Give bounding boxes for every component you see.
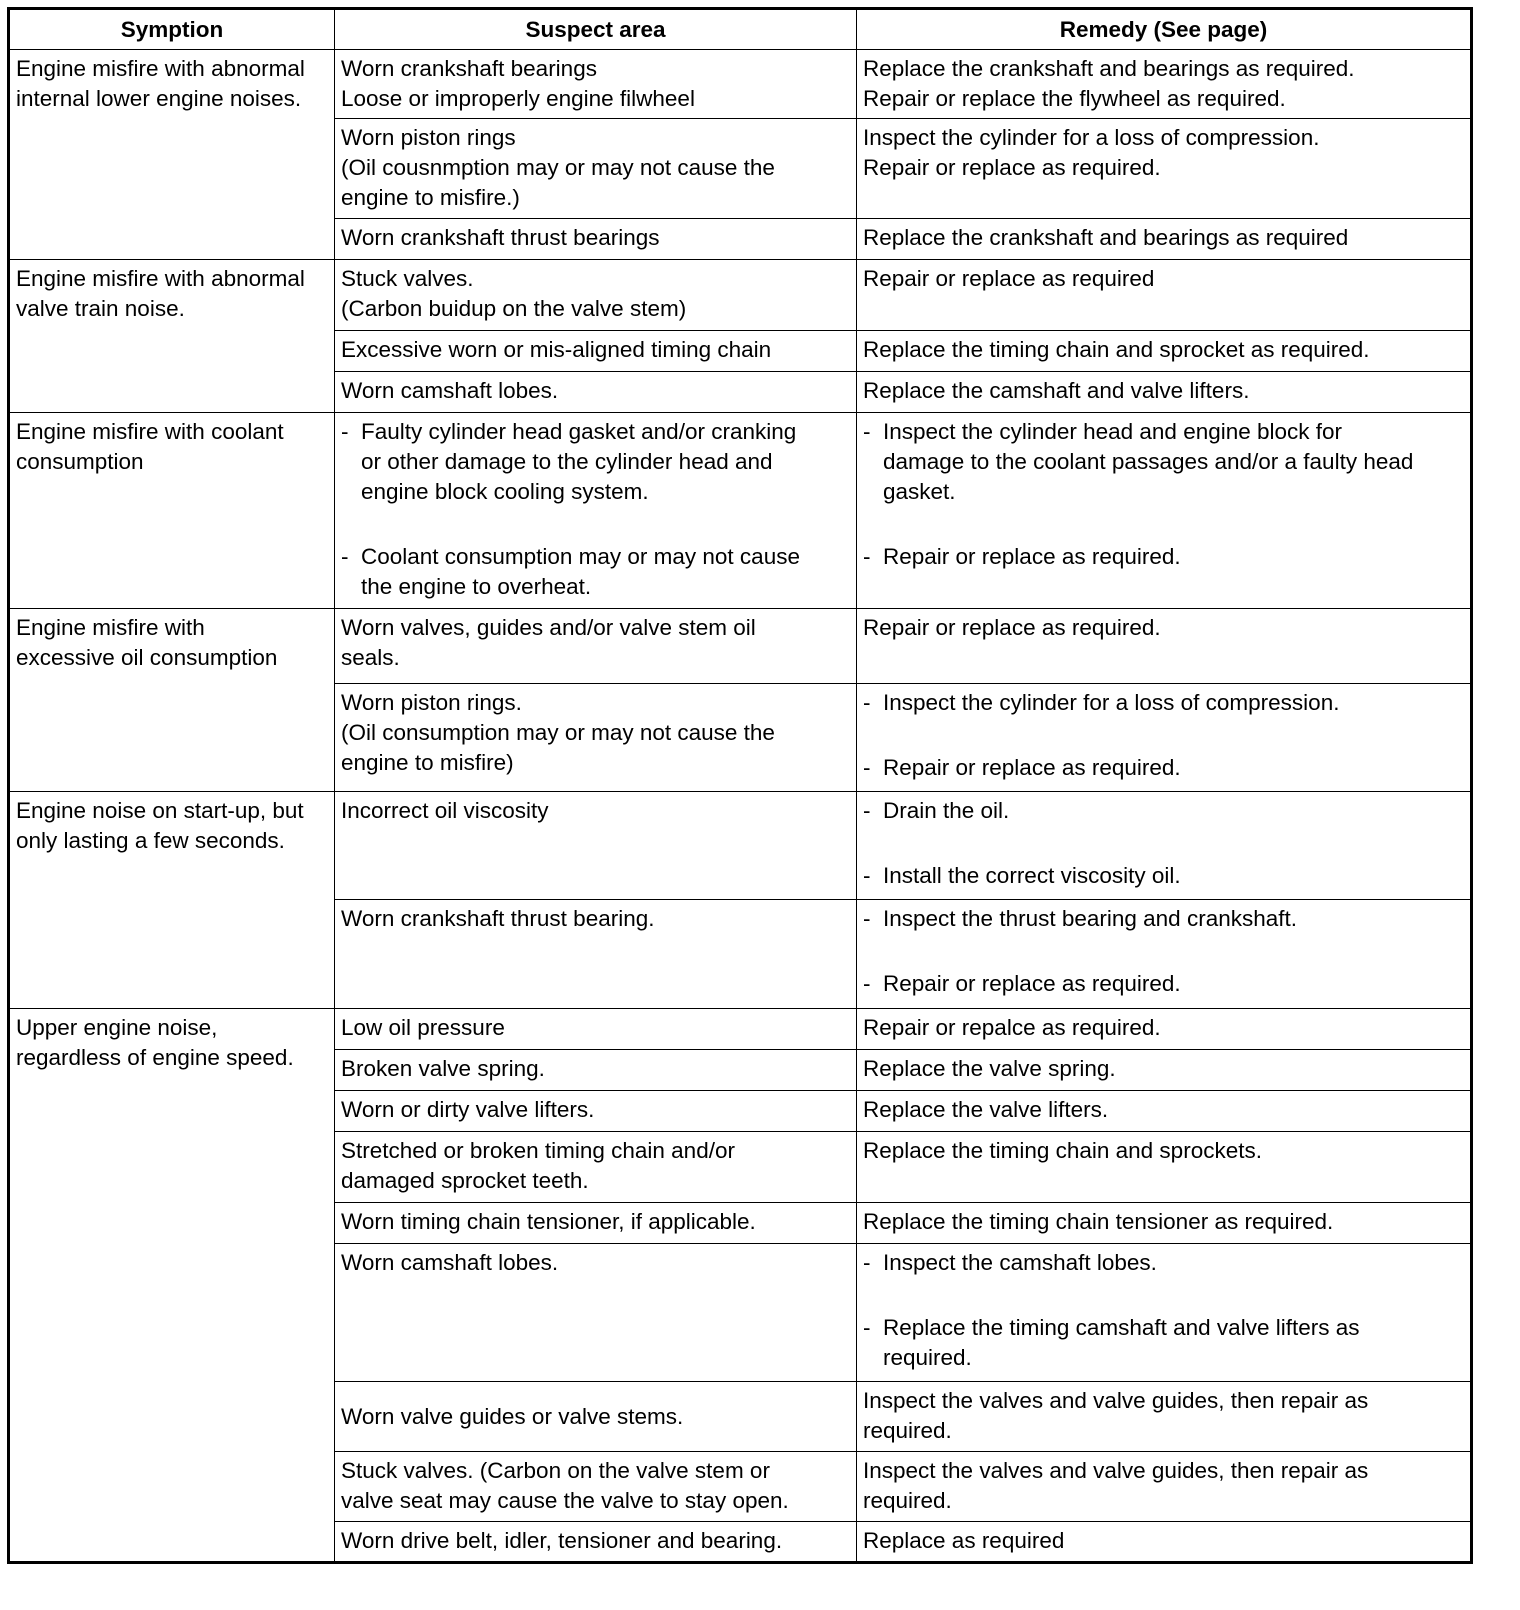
- cell-text-line: Worn camshaft lobes.: [341, 378, 559, 403]
- cell-text-line: Engine misfire with abnormal: [16, 56, 305, 81]
- bullet-spacer: [863, 826, 1464, 861]
- suspect-area-cell: [335, 1522, 857, 1563]
- bullet-item: [863, 542, 1464, 572]
- bullet-dash: -: [863, 419, 871, 444]
- cell-text-line: Inspect the valves and valve guides, then repair as: [863, 1388, 1369, 1413]
- suspect-area-cell: [335, 1452, 857, 1522]
- cell-text-line: engine block cooling system.: [361, 479, 649, 504]
- cell-text-line: Replace the timing chain tensioner as required.: [863, 1209, 1334, 1234]
- cell-text-line: Inspect the cylinder head and engine block for: [883, 419, 1343, 444]
- cell-text-line: Inspect the cylinder for a loss of compression.: [863, 125, 1320, 150]
- suspect-area-cell: [335, 260, 857, 331]
- suspect-area-cell: [335, 1244, 857, 1382]
- cell-text-line: engine to misfire.): [341, 185, 520, 210]
- table-row: [9, 413, 1472, 609]
- header-suspect-area: Suspect area: [335, 9, 857, 50]
- cell-text-line: Worn crankshaft thrust bearings: [341, 225, 660, 250]
- table-row: [9, 260, 1472, 331]
- remedy-cell: [857, 372, 1472, 413]
- remedy-cell: [857, 1244, 1472, 1382]
- cell-text-line: Upper engine noise,: [16, 1015, 218, 1040]
- remedy-cell: [857, 1050, 1472, 1091]
- cell-text-line: the engine to overheat.: [361, 574, 592, 599]
- bullet-item: [863, 417, 1464, 507]
- cell-text-line: Repair or replace as required.: [863, 155, 1161, 180]
- suspect-area-cell: [335, 684, 857, 792]
- remedy-cell: [857, 1452, 1472, 1522]
- remedy-cell: [857, 119, 1472, 219]
- cell-text-line: Engine misfire with: [16, 615, 205, 640]
- bullet-text: [883, 796, 1464, 826]
- cell-text-line: engine to misfire): [341, 750, 514, 775]
- bullet-item: [863, 753, 1464, 783]
- cell-text-line: Repair or replace as required.: [883, 971, 1181, 996]
- cell-text-line: Worn crankshaft thrust bearing.: [341, 906, 655, 931]
- bullet-dash: -: [863, 1250, 871, 1275]
- bullet-spacer: [863, 934, 1464, 969]
- cell-text-line: Repair or repalce as required.: [863, 1015, 1161, 1040]
- cell-text-line: Repair or replace as required: [863, 266, 1155, 291]
- remedy-cell: [857, 1132, 1472, 1203]
- bullet-text: [883, 1248, 1464, 1278]
- header-remedy: Remedy (See page): [857, 9, 1472, 50]
- suspect-area-cell: [335, 331, 857, 372]
- table-row: [9, 1009, 1472, 1050]
- remedy-cell: [857, 684, 1472, 792]
- cell-text-line: gasket.: [883, 479, 956, 504]
- remedy-cell: [857, 609, 1472, 684]
- bullet-dash: -: [863, 1315, 871, 1340]
- cell-text-line: Replace the timing chain and sprockets.: [863, 1138, 1262, 1163]
- cell-text-line: Worn valve guides or valve stems.: [341, 1403, 684, 1429]
- bullet-item: [863, 796, 1464, 826]
- cell-text-line: required.: [883, 1345, 972, 1370]
- cell-text-line: damage to the coolant passages and/or a faulty head: [883, 449, 1414, 474]
- cell-text-line: Loose or improperly engine filwheel: [341, 86, 695, 111]
- cell-text-line: Stuck valves.: [341, 266, 474, 291]
- cell-text-line: Install the correct viscosity oil.: [883, 863, 1181, 888]
- cell-text-line: consumption: [16, 449, 144, 474]
- bullet-dash: -: [341, 419, 349, 444]
- bullet-spacer: [341, 507, 850, 542]
- symptom-cell: [9, 1009, 335, 1563]
- bullet-text: [361, 417, 850, 507]
- bullet-item: [863, 1313, 1464, 1373]
- suspect-area-cell: [335, 50, 857, 119]
- remedy-cell: [857, 1203, 1472, 1244]
- remedy-cell: [857, 792, 1472, 900]
- cell-text-line: only lasting a few seconds.: [16, 828, 285, 853]
- cell-text-line: Worn or dirty valve lifters.: [341, 1097, 595, 1122]
- suspect-area-cell: [335, 609, 857, 684]
- cell-text-line: regardless of engine speed.: [16, 1045, 294, 1070]
- suspect-area-cell: [335, 900, 857, 1009]
- cell-text-line: damaged sprocket teeth.: [341, 1168, 589, 1193]
- bullet-item: [863, 688, 1464, 718]
- suspect-area-cell: [335, 1203, 857, 1244]
- cell-text-line: Inspect the thrust bearing and crankshaft.: [883, 906, 1297, 931]
- cell-text-line: Replace the valve spring.: [863, 1056, 1116, 1081]
- cell-text-line: valve train noise.: [16, 296, 185, 321]
- cell-text-line: seals.: [341, 645, 400, 670]
- bullet-spacer: [863, 718, 1464, 753]
- suspect-area-cell: [335, 1009, 857, 1050]
- cell-text-line: Worn piston rings.: [341, 690, 522, 715]
- table-row: [9, 609, 1472, 684]
- cell-text-line: internal lower engine noises.: [16, 86, 302, 111]
- cell-text-line: Worn valves, guides and/or valve stem oil: [341, 615, 756, 640]
- remedy-cell: [857, 413, 1472, 609]
- header-row: [9, 9, 1472, 50]
- bullet-dash: -: [863, 863, 871, 888]
- cell-text-line: Inspect the camshaft lobes.: [883, 1250, 1157, 1275]
- bullet-dash: -: [863, 544, 871, 569]
- cell-text-line: Repair or replace as required.: [883, 755, 1181, 780]
- bullet-text: [883, 688, 1464, 718]
- cell-text-line: (Carbon buidup on the valve stem): [341, 296, 687, 321]
- troubleshooting-table: [7, 7, 1473, 1564]
- cell-text-line: Stuck valves. (Carbon on the valve stem or: [341, 1458, 770, 1483]
- table-body: [9, 50, 1472, 1563]
- remedy-cell: [857, 1091, 1472, 1132]
- cell-text-line: Replace the valve lifters.: [863, 1097, 1109, 1122]
- cell-text-line: Worn drive belt, idler, tensioner and bearing.: [341, 1528, 783, 1553]
- bullet-dash: -: [863, 906, 871, 931]
- bullet-text: [883, 542, 1464, 572]
- bullet-dash: -: [341, 544, 349, 569]
- cell-text-line: Engine misfire with abnormal: [16, 266, 305, 291]
- bullet-text: [883, 1313, 1464, 1373]
- cell-text-line: excessive oil consumption: [16, 645, 278, 670]
- cell-text-line: Coolant consumption may or may not cause: [361, 544, 800, 569]
- bullet-item: [863, 861, 1464, 891]
- remedy-cell: [857, 1382, 1472, 1452]
- bullet-dash: -: [863, 971, 871, 996]
- bullet-dash: -: [863, 798, 871, 823]
- cell-text-line: Faulty cylinder head gasket and/or cranking: [361, 419, 797, 444]
- cell-text-line: Repair or replace the flywheel as required.: [863, 86, 1286, 111]
- cell-text-line: Stretched or broken timing chain and/or: [341, 1138, 735, 1163]
- symptom-cell: [9, 609, 335, 792]
- cell-text-line: Worn crankshaft bearings: [341, 56, 597, 81]
- cell-text-line: (Oil cousnmption may or may not cause the: [341, 155, 775, 180]
- cell-text-line: Repair or replace as required.: [863, 615, 1161, 640]
- cell-text-line: Drain the oil.: [883, 798, 1010, 823]
- cell-text-line: Inspect the valves and valve guides, then repair as: [863, 1458, 1369, 1483]
- suspect-area-cell: [335, 372, 857, 413]
- cell-text-line: Worn piston rings: [341, 125, 516, 150]
- bullet-item: [341, 417, 850, 507]
- bullet-dash: -: [863, 755, 871, 780]
- bullet-dash: -: [863, 690, 871, 715]
- bullet-item: [863, 904, 1464, 934]
- bullet-item: [341, 542, 850, 602]
- cell-text-line: required.: [863, 1418, 952, 1443]
- bullet-text: [883, 753, 1464, 783]
- suspect-area-cell: [335, 792, 857, 900]
- bullet-text: [361, 542, 850, 602]
- remedy-cell: [857, 900, 1472, 1009]
- suspect-area-cell: [335, 1132, 857, 1203]
- remedy-cell: [857, 50, 1472, 119]
- cell-text-line: Broken valve spring.: [341, 1056, 545, 1081]
- cell-text-line: (Oil consumption may or may not cause the: [341, 720, 775, 745]
- cell-text-line: Engine noise on start-up, but: [16, 798, 304, 823]
- remedy-cell: [857, 219, 1472, 260]
- cell-text-line: Replace the crankshaft and bearings as required.: [863, 56, 1355, 81]
- suspect-area-cell: [335, 119, 857, 219]
- bullet-text: [883, 904, 1464, 934]
- table-row: [9, 792, 1472, 900]
- cell-text-line: Replace the timing chain and sprocket as required.: [863, 337, 1370, 362]
- bullet-text: [883, 417, 1464, 507]
- table-row: [9, 50, 1472, 119]
- bullet-text: [883, 969, 1464, 999]
- cell-text-line: Low oil pressure: [341, 1015, 505, 1040]
- symptom-cell: [9, 413, 335, 609]
- suspect-area-cell: [335, 1091, 857, 1132]
- suspect-area-cell: [335, 1382, 857, 1452]
- cell-text-line: Repair or replace as required.: [883, 544, 1181, 569]
- bullet-item: [863, 969, 1464, 999]
- remedy-cell: [857, 1009, 1472, 1050]
- cell-text-line: Incorrect oil viscosity: [341, 798, 549, 823]
- suspect-area-cell: [335, 219, 857, 260]
- bullet-item: [863, 1248, 1464, 1278]
- suspect-area-cell: [335, 413, 857, 609]
- symptom-cell: [9, 50, 335, 260]
- symptom-cell: [9, 260, 335, 413]
- cell-text-line: Replace as required: [863, 1528, 1065, 1553]
- cell-text-line: Engine misfire with coolant: [16, 419, 284, 444]
- bullet-text: [883, 861, 1464, 891]
- cell-text-line: valve seat may cause the valve to stay open.: [341, 1488, 789, 1513]
- cell-text-line: Worn timing chain tensioner, if applicable.: [341, 1209, 756, 1234]
- remedy-cell: [857, 260, 1472, 331]
- bullet-spacer: [863, 507, 1464, 542]
- bullet-spacer: [863, 1278, 1464, 1313]
- cell-text-line: Replace the crankshaft and bearings as required: [863, 225, 1349, 250]
- suspect-area-cell: [335, 1050, 857, 1091]
- symptom-cell: [9, 792, 335, 1009]
- header-symptom: Symption: [9, 9, 335, 50]
- remedy-cell: [857, 1522, 1472, 1563]
- cell-text-line: required.: [863, 1488, 952, 1513]
- cell-text-line: or other damage to the cylinder head and: [361, 449, 773, 474]
- cell-text-line: Worn camshaft lobes.: [341, 1250, 559, 1275]
- cell-text-line: Replace the camshaft and valve lifters.: [863, 378, 1250, 403]
- cell-text-line: Inspect the cylinder for a loss of compression.: [883, 690, 1340, 715]
- cell-text-line: Excessive worn or mis-aligned timing chain: [341, 337, 772, 362]
- cell-text-line: Replace the timing camshaft and valve lifters as: [883, 1315, 1360, 1340]
- remedy-cell: [857, 331, 1472, 372]
